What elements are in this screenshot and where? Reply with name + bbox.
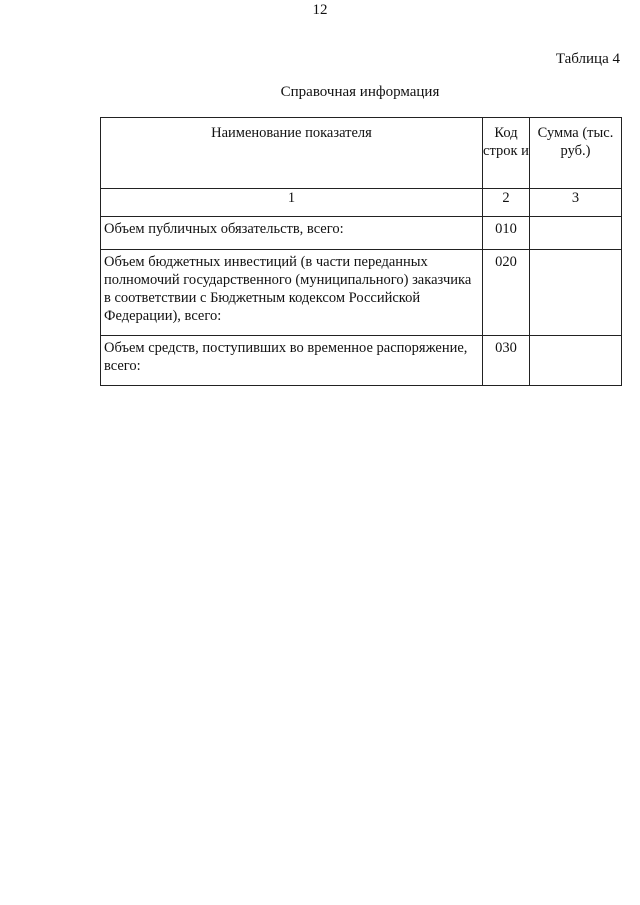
table-row: [101, 336, 622, 386]
row-indicator-name: Объем бюджетных инвестиций (в части переданных полномочий государственного (муниципального) заказчика в соответствии с Бюджетным кодексом Российской Федерации), всего:: [101, 250, 483, 336]
column-number-3: 3: [530, 189, 622, 217]
column-number-1: 1: [101, 189, 483, 217]
row-sum-value: [530, 336, 622, 386]
header-indicator-name: Наименование показателя: [101, 118, 483, 189]
column-number-row: [101, 189, 622, 217]
row-sum-value: [530, 217, 622, 250]
table-row: [101, 217, 622, 250]
header-sum: Сумма (тыс. руб.): [530, 118, 622, 189]
page-number: 12: [312, 2, 328, 18]
row-line-code: 010: [483, 217, 530, 250]
row-indicator-name: Объем публичных обязательств, всего:: [101, 217, 483, 250]
table-row: [101, 250, 622, 336]
header-line-code: Код строк и: [483, 118, 530, 189]
row-line-code: 030: [483, 336, 530, 386]
row-indicator-name: Объем средств, поступивших во временное распоряжение, всего:: [101, 336, 483, 386]
row-line-code: 020: [483, 250, 530, 336]
table-label: Таблица 4: [555, 51, 620, 67]
document-title: Справочная информация: [280, 84, 440, 100]
reference-table: [100, 117, 622, 386]
row-sum-value: [530, 250, 622, 336]
column-number-2: 2: [483, 189, 530, 217]
table-header-row: [101, 118, 622, 189]
